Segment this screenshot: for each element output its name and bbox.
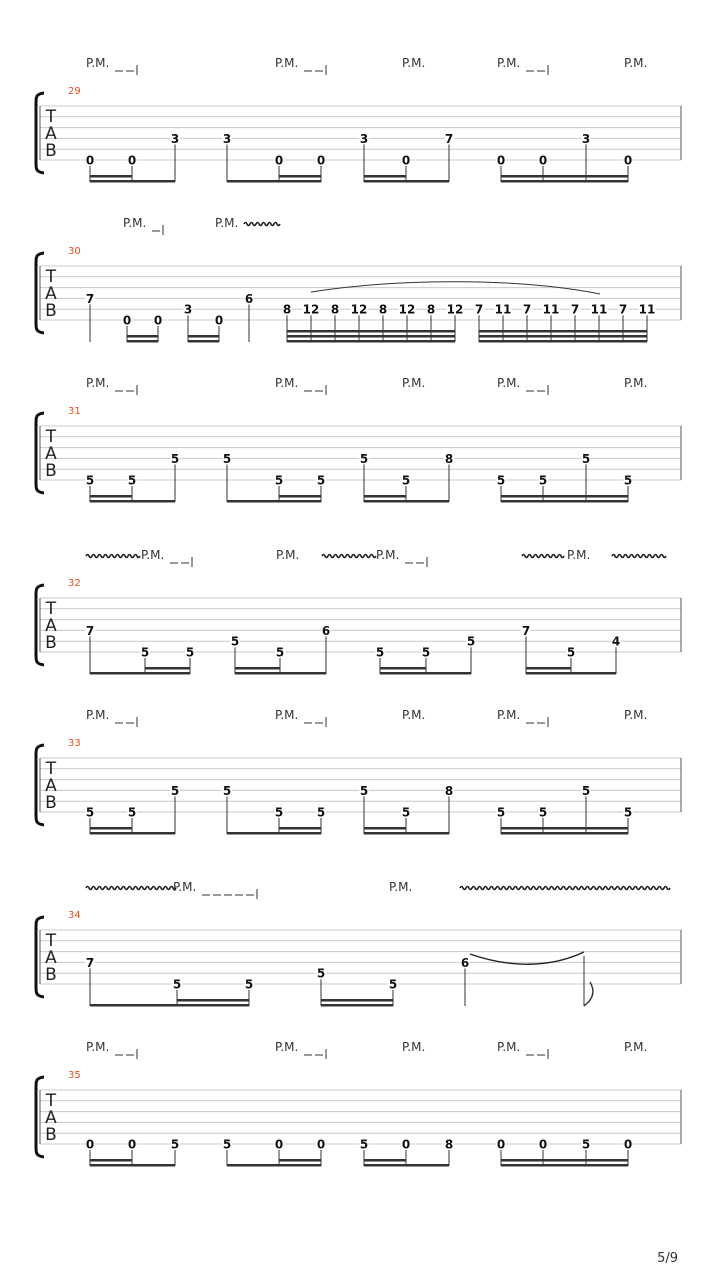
- beam-secondary: [364, 1159, 406, 1162]
- fret-number: 11: [590, 302, 608, 317]
- fret-number: 5: [85, 473, 95, 488]
- measure-number: 29: [68, 86, 81, 97]
- fret-number: 7: [85, 955, 95, 970]
- beam-secondary: [501, 1159, 628, 1162]
- fret-number: 0: [153, 313, 163, 328]
- palm-mute-label: P.M.: [173, 880, 197, 894]
- fret-number: 8: [444, 1137, 454, 1152]
- palm-mute-label: P.M.: [215, 216, 239, 230]
- tab-clef-letter: A: [45, 948, 57, 968]
- fret-number: 8: [378, 302, 388, 317]
- vibrato-mark: [460, 887, 670, 890]
- fret-number: 5: [401, 473, 411, 488]
- beam-secondary: [279, 495, 321, 498]
- beam: [364, 832, 449, 835]
- beam: [364, 180, 449, 183]
- beam-secondary: [177, 999, 249, 1002]
- measure-number: 33: [68, 738, 81, 749]
- fret-number: 0: [85, 1137, 95, 1152]
- palm-mute-label: P.M.: [86, 708, 110, 722]
- beam: [364, 500, 449, 503]
- beam-secondary: [90, 827, 132, 830]
- beam: [380, 672, 471, 675]
- palm-mute-label: P.M.: [123, 216, 147, 230]
- palm-mute-label: P.M.: [141, 548, 165, 562]
- beam-secondary: [380, 667, 426, 670]
- tab-clef-letter: A: [45, 284, 57, 304]
- fret-number: 5: [85, 805, 95, 820]
- palm-mute-label: P.M.: [497, 1040, 521, 1054]
- tab-clef-letter: B: [45, 965, 57, 985]
- vibrato-mark: [86, 887, 176, 890]
- fret-number: 5: [222, 783, 232, 798]
- beam: [127, 335, 158, 338]
- fret-number: 8: [444, 451, 454, 466]
- fret-number: 5: [375, 645, 385, 660]
- fret-number: 0: [623, 1137, 633, 1152]
- tab-clef-letter: T: [45, 427, 57, 447]
- fret-number: 5: [623, 805, 633, 820]
- beam: [364, 1164, 449, 1167]
- fret-number: 5: [222, 1137, 232, 1152]
- fret-number: 5: [623, 473, 633, 488]
- palm-mute-label: P.M.: [624, 1040, 648, 1054]
- beam: [227, 832, 321, 835]
- beam: [90, 1164, 175, 1167]
- tab-clef-letter: A: [45, 444, 57, 464]
- beam: [321, 1004, 393, 1007]
- fret-number: 6: [460, 955, 470, 970]
- palm-mute-label: P.M.: [275, 1040, 299, 1054]
- beam-secondary: [145, 667, 190, 670]
- measure-number: 32: [68, 578, 81, 589]
- beam: [235, 672, 326, 675]
- palm-mute-label: P.M.: [86, 56, 110, 70]
- beam: [287, 340, 455, 343]
- fret-number: 0: [496, 1137, 506, 1152]
- vibrato-mark: [522, 555, 564, 558]
- fret-number: 0: [274, 1137, 284, 1152]
- beam-secondary: [321, 999, 393, 1002]
- beam: [501, 180, 628, 183]
- tab-clef-letter: B: [45, 633, 57, 653]
- beam: [188, 335, 219, 338]
- beam: [188, 340, 219, 343]
- fret-number: 0: [85, 153, 95, 168]
- fret-number: 7: [521, 623, 531, 638]
- palm-mute-label: P.M.: [497, 708, 521, 722]
- beam: [479, 335, 647, 338]
- beam: [501, 500, 628, 503]
- fret-number: 0: [316, 153, 326, 168]
- fret-number: 11: [494, 302, 512, 317]
- fret-number: 5: [496, 805, 506, 820]
- beam: [127, 340, 158, 343]
- fret-number: 12: [446, 302, 464, 317]
- beam-secondary: [279, 175, 321, 178]
- fret-number: 5: [170, 783, 180, 798]
- tab-clef-letter: B: [45, 141, 57, 161]
- fret-number: 5: [581, 783, 591, 798]
- beam: [526, 672, 616, 675]
- tab-clef-letter: T: [45, 931, 57, 951]
- fret-number: 11: [638, 302, 656, 317]
- palm-mute-label: P.M.: [86, 376, 110, 390]
- tab-clef-letter: T: [45, 1091, 57, 1111]
- tab-clef-letter: B: [45, 461, 57, 481]
- palm-mute-label: P.M.: [275, 56, 299, 70]
- fret-number: 5: [538, 805, 548, 820]
- fret-number: 5: [244, 977, 254, 992]
- fret-number: 0: [623, 153, 633, 168]
- palm-mute-label: P.M.: [497, 56, 521, 70]
- fret-number: 5: [359, 1137, 369, 1152]
- vibrato-mark: [244, 223, 280, 226]
- tab-clef-letter: A: [45, 616, 57, 636]
- fret-number: 5: [170, 451, 180, 466]
- fret-number: 7: [474, 302, 484, 317]
- beam: [479, 330, 647, 333]
- fret-number: 6: [244, 291, 254, 306]
- fret-number: 8: [330, 302, 340, 317]
- fret-number: 5: [127, 805, 137, 820]
- tab-clef-letter: T: [45, 599, 57, 619]
- palm-mute-label: P.M.: [275, 376, 299, 390]
- beam: [90, 832, 175, 835]
- fret-number: 5: [230, 634, 240, 649]
- fret-number: 0: [401, 153, 411, 168]
- beam-secondary: [235, 667, 280, 670]
- tab-clef-letter: A: [45, 1108, 57, 1128]
- beam: [501, 1164, 628, 1167]
- beam-secondary: [526, 667, 571, 670]
- fret-number: 7: [444, 131, 454, 146]
- beam-secondary: [364, 495, 406, 498]
- fret-number: 8: [444, 783, 454, 798]
- beam-secondary: [90, 495, 132, 498]
- tab-clef-letter: T: [45, 759, 57, 779]
- measure-number: 30: [68, 246, 81, 257]
- beam: [227, 1164, 321, 1167]
- fret-number: 5: [581, 451, 591, 466]
- beam: [227, 500, 321, 503]
- tab-clef-letter: T: [45, 107, 57, 127]
- fret-number: 5: [274, 805, 284, 820]
- fret-number: 5: [185, 645, 195, 660]
- fret-number: 0: [496, 153, 506, 168]
- palm-mute-label: P.M.: [624, 56, 648, 70]
- palm-mute-label: P.M.: [276, 548, 300, 562]
- note-flag: [584, 982, 593, 1006]
- beam: [227, 180, 321, 183]
- fret-number: 0: [401, 1137, 411, 1152]
- fret-number: 8: [426, 302, 436, 317]
- palm-mute-label: P.M.: [402, 56, 426, 70]
- beam: [501, 832, 628, 835]
- vibrato-mark: [322, 555, 376, 558]
- beam-secondary: [501, 175, 628, 178]
- beam: [90, 180, 175, 183]
- fret-number: 0: [127, 1137, 137, 1152]
- tab-clef-letter: B: [45, 793, 57, 813]
- fret-number: 0: [538, 153, 548, 168]
- beam-secondary: [279, 1159, 321, 1162]
- fret-number: 5: [388, 977, 398, 992]
- fret-number: 3: [359, 131, 369, 146]
- palm-mute-label: P.M.: [624, 376, 648, 390]
- fret-number: 5: [316, 473, 326, 488]
- fret-number: 8: [282, 302, 292, 317]
- fret-number: 5: [170, 1137, 180, 1152]
- fret-number: 5: [401, 805, 411, 820]
- palm-mute-label: P.M.: [275, 708, 299, 722]
- fret-number: 0: [316, 1137, 326, 1152]
- beam-secondary: [90, 1159, 132, 1162]
- fret-number: 5: [275, 645, 285, 660]
- fret-number: 5: [140, 645, 150, 660]
- palm-mute-label: P.M.: [624, 708, 648, 722]
- fret-number: 5: [127, 473, 137, 488]
- fret-number: 5: [222, 451, 232, 466]
- beam-secondary: [501, 495, 628, 498]
- palm-mute-label: P.M.: [86, 1040, 110, 1054]
- beam: [90, 500, 175, 503]
- measure-number: 34: [68, 910, 81, 921]
- fret-number: 5: [172, 977, 182, 992]
- beam-secondary: [90, 175, 132, 178]
- fret-number: 7: [522, 302, 532, 317]
- fret-number: 5: [466, 634, 476, 649]
- beam: [479, 340, 647, 343]
- fret-number: 6: [321, 623, 331, 638]
- tab-clef-letter: A: [45, 776, 57, 796]
- tab-clef-letter: T: [45, 267, 57, 287]
- beam: [287, 330, 455, 333]
- fret-number: 0: [538, 1137, 548, 1152]
- fret-number: 5: [496, 473, 506, 488]
- fret-number: 7: [618, 302, 628, 317]
- beam: [287, 335, 455, 338]
- fret-number: 0: [214, 313, 224, 328]
- palm-mute-label: P.M.: [567, 548, 591, 562]
- fret-number: 11: [542, 302, 560, 317]
- beam-secondary: [364, 175, 406, 178]
- beam: [90, 672, 190, 675]
- beam: [90, 1004, 249, 1007]
- fret-number: 3: [222, 131, 232, 146]
- fret-number: 5: [581, 1137, 591, 1152]
- palm-mute-label: P.M.: [497, 376, 521, 390]
- fret-number: 5: [274, 473, 284, 488]
- beam-secondary: [501, 827, 628, 830]
- fret-number: 5: [359, 451, 369, 466]
- fret-number: 3: [183, 302, 193, 317]
- fret-number: 4: [611, 634, 621, 649]
- measure-number: 35: [68, 1070, 81, 1081]
- fret-number: 12: [398, 302, 416, 317]
- fret-number: 5: [316, 805, 326, 820]
- fret-number: 5: [421, 645, 431, 660]
- vibrato-mark: [86, 555, 140, 558]
- fret-number: 5: [538, 473, 548, 488]
- palm-mute-label: P.M.: [402, 376, 426, 390]
- fret-number: 3: [170, 131, 180, 146]
- page-number-text: 5/9: [657, 1251, 678, 1266]
- fret-number: 5: [359, 783, 369, 798]
- fret-number: 0: [274, 153, 284, 168]
- tab-clef-letter: B: [45, 301, 57, 321]
- palm-mute-label: P.M.: [402, 708, 426, 722]
- fret-number: 5: [566, 645, 576, 660]
- tab-clef-letter: A: [45, 124, 57, 144]
- palm-mute-label: P.M.: [389, 880, 413, 894]
- beam-secondary: [364, 827, 406, 830]
- fret-number: 7: [570, 302, 580, 317]
- palm-mute-label: P.M.: [376, 548, 400, 562]
- fret-number: 5: [316, 966, 326, 981]
- vibrato-mark: [612, 555, 666, 558]
- palm-mute-label: P.M.: [402, 1040, 426, 1054]
- fret-number: 12: [302, 302, 320, 317]
- fret-number: 12: [350, 302, 368, 317]
- fret-number: 7: [85, 623, 95, 638]
- fret-number: 3: [581, 131, 591, 146]
- fret-number: 7: [85, 291, 95, 306]
- tab-clef-letter: B: [45, 1125, 57, 1145]
- fret-number: 0: [127, 153, 137, 168]
- fret-number: 0: [122, 313, 132, 328]
- measure-number: 31: [68, 406, 81, 417]
- beam-secondary: [279, 827, 321, 830]
